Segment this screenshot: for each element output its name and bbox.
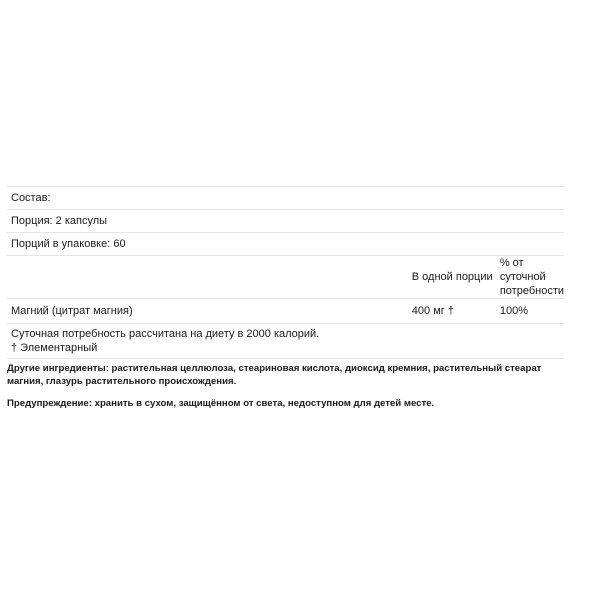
- nutrient-name: Магний (цитрат магния): [7, 299, 408, 324]
- nutrient-amount: 400 мг †: [408, 299, 496, 324]
- daily-value-note: Суточная потребность рассчитана на диету в 2000 калорий.: [11, 328, 320, 340]
- other-ingredients-text: Другие ингредиенты: растительная целлюлоза, стеариновая кислота, диоксид кремния, растительный стеарат магния, глазурь растительного происхождения.: [7, 363, 542, 387]
- supplement-facts-table: [7, 186, 564, 359]
- column-header-row: [7, 256, 564, 299]
- footnotes: [7, 324, 564, 359]
- facts-header-row: [7, 187, 564, 210]
- table-row: [7, 299, 564, 324]
- column-header-amount: В одной порции: [408, 256, 496, 299]
- warning-text: Предупреждение: хранить в сухом, защищённом от света, недоступном для детей месте.: [7, 398, 435, 409]
- footnotes-row: [7, 324, 564, 359]
- servings-per-container-row: [7, 233, 564, 256]
- column-header-name: [7, 256, 408, 299]
- serving-size: Порция: 2 капсулы: [7, 210, 564, 233]
- column-header-daily-value: % от суточной потребности: [496, 256, 564, 299]
- serving-size-row: [7, 210, 564, 233]
- nutrient-daily-value: 100%: [496, 299, 564, 324]
- servings-per-container: Порций в упаковке: 60: [7, 233, 564, 256]
- facts-header-label: Состав:: [7, 187, 564, 210]
- elemental-note: † Элементарный: [11, 342, 98, 354]
